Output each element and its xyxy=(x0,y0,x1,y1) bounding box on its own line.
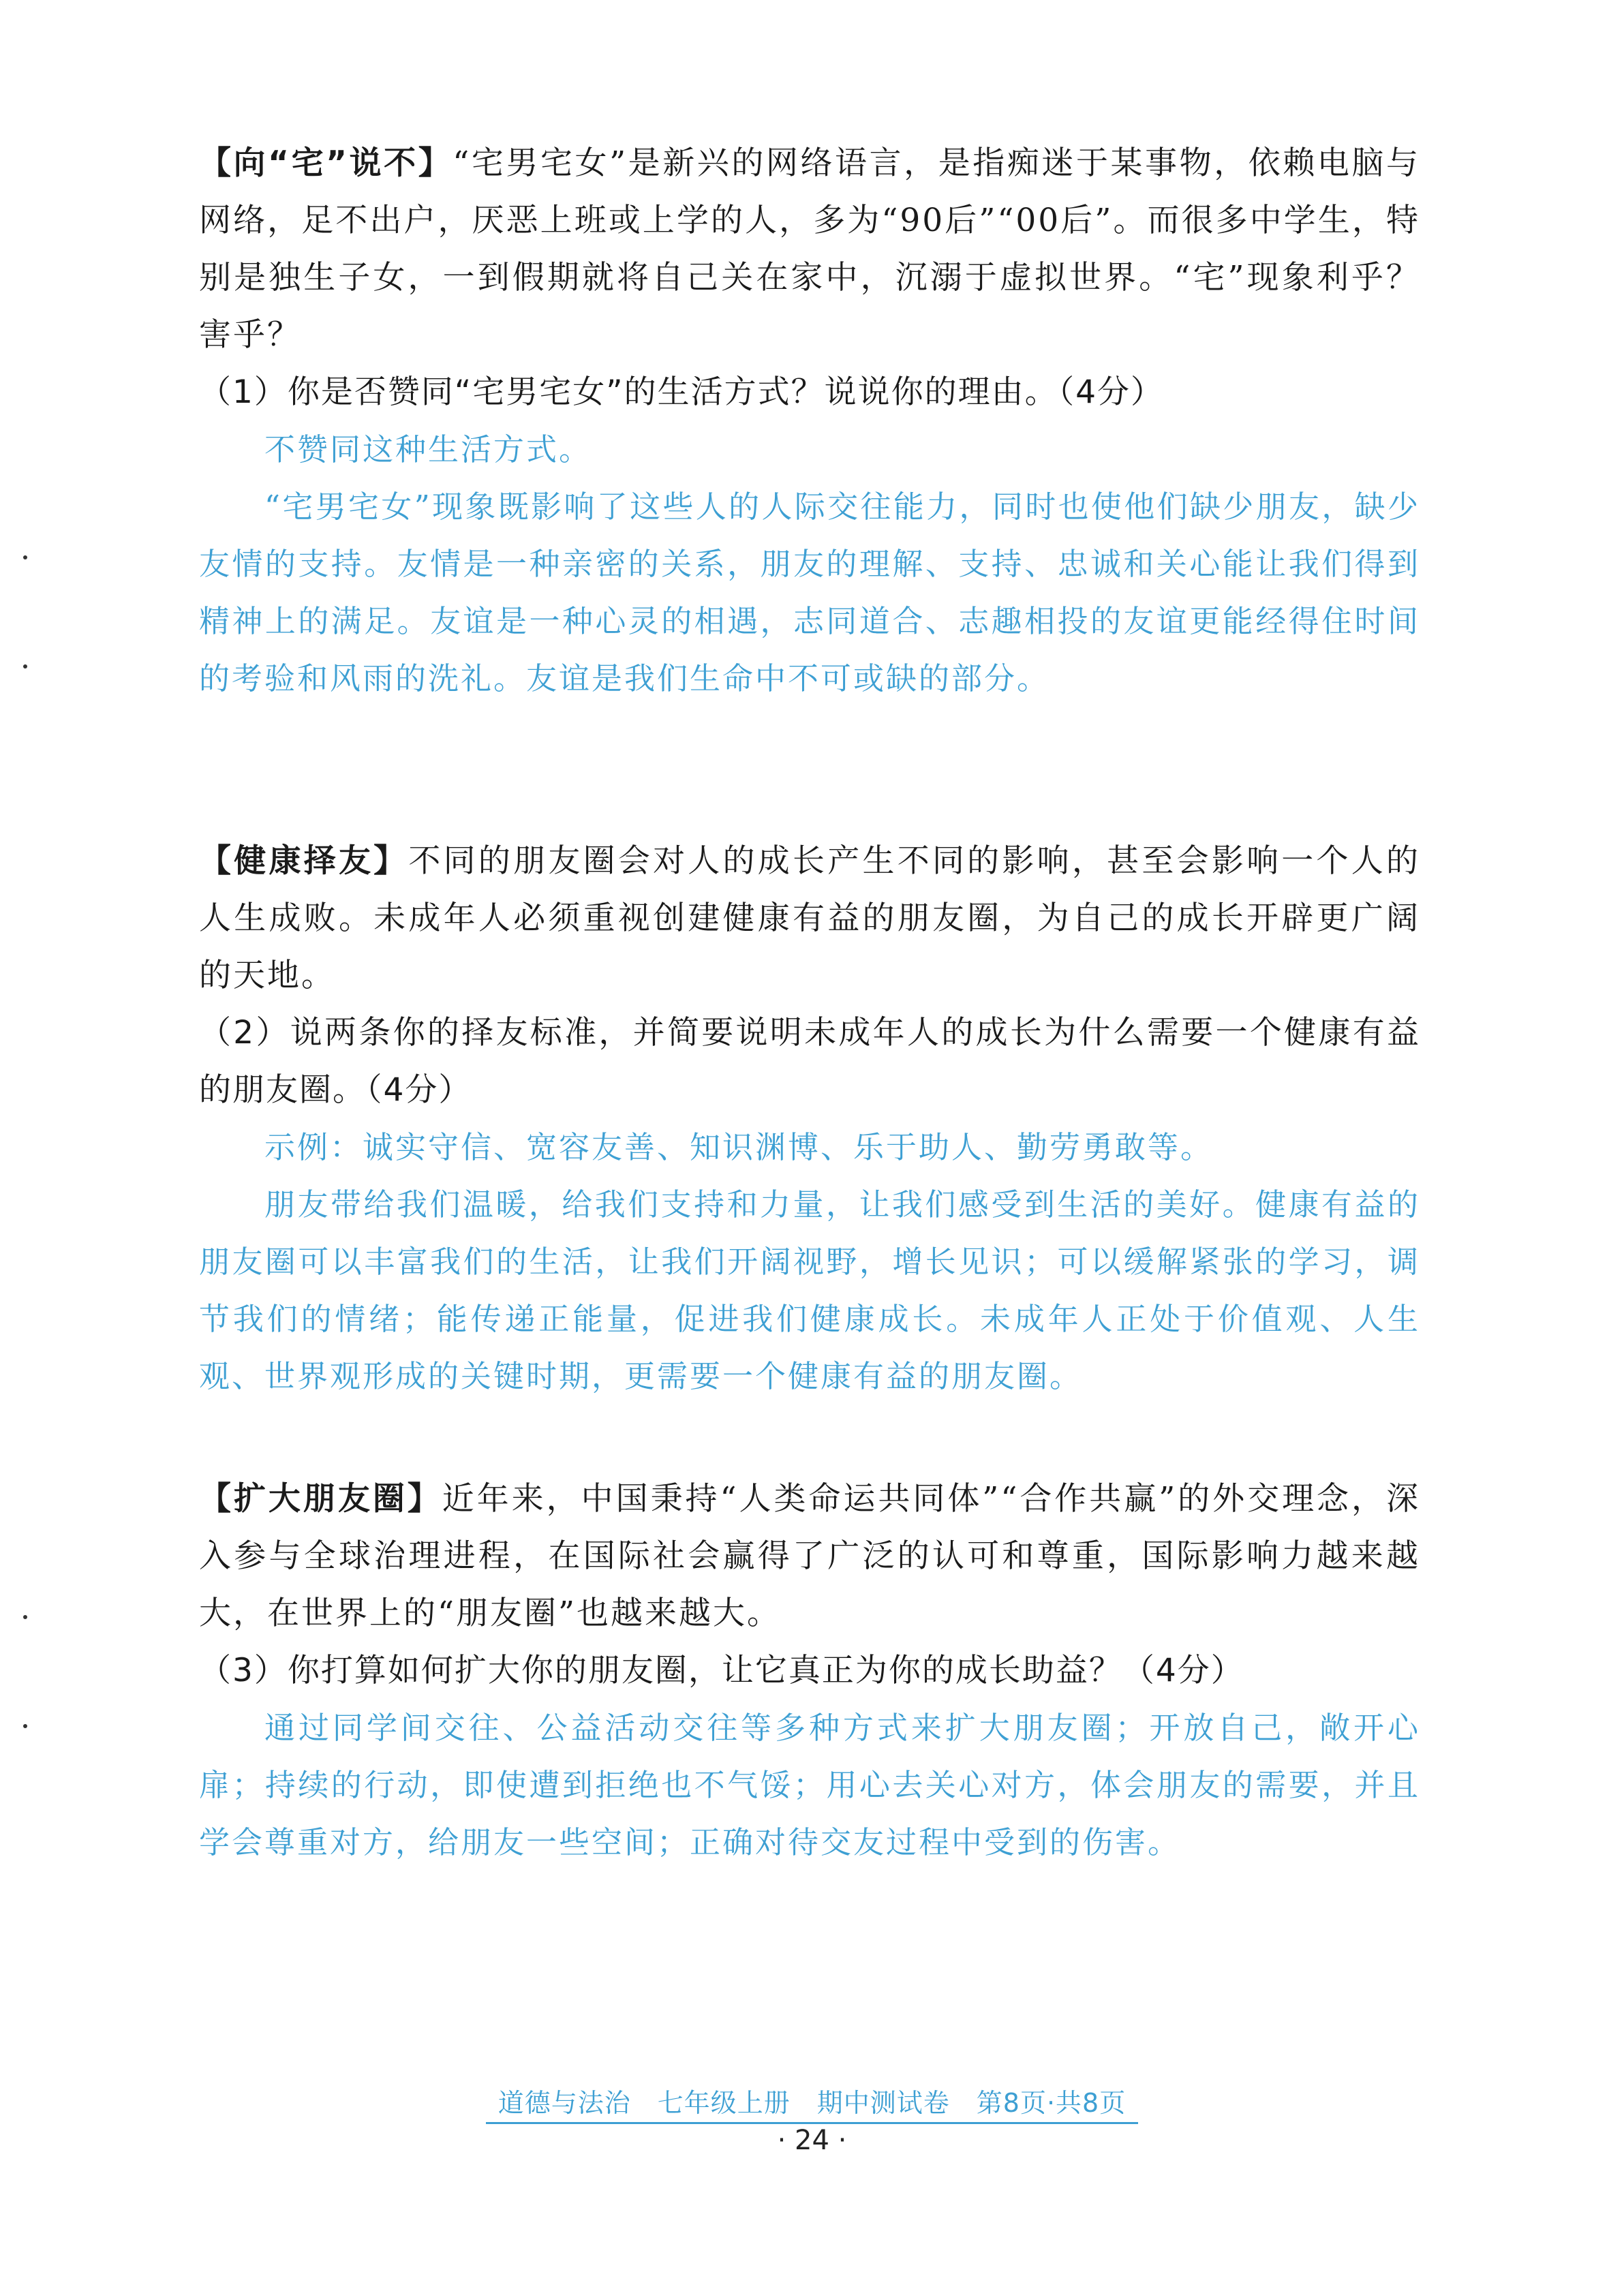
question-1: （1）你是否赞同“宅男宅女”的生活方式？说说你的理由。（4分） xyxy=(199,373,1165,411)
margin-dot xyxy=(23,1724,27,1728)
answer-paragraph: 朋友带给我们温暖，给我们支持和力量，让我们感受到生活的美好。健康有益的朋友圈可以丰富我们的生活，让我们开阔视野，增长见识；可以缓解紧张的学习，调节我们的情绪；能传递正能量，促进我们健康成长。未成年人正处于价值观、人生观、世界观形成的关键时期，更需要一个健康有益的朋友圈。 xyxy=(199,1186,1420,1394)
stem-text: 不同的朋友圈会对人的成长产生不同的影响，甚至会影响一个人的人生成败。未成年人必须重视创建健康有益的朋友圈，为自己的成长开辟更广阔的天地。 xyxy=(199,842,1421,994)
stem-text: “宅男宅女”是新兴的网络语言，是指痴迷于某事物，依赖电脑与网络，足不出户，厌恶上班或上学的人，多为“90后”“00后”。而很多中学生，特别是独生子女，一到假期就将自己关在家中，沉溺于虚拟世界。“宅”现象利乎？害乎？ xyxy=(199,144,1420,354)
question-3: （3）你打算如何扩大你的朋友圈，让它真正为你的成长助益？（4分） xyxy=(199,1652,1244,1689)
footer-title-text: 道德与法治 七年级上册 期中测试卷 第8页·共8页 xyxy=(486,2082,1138,2124)
section-stem xyxy=(199,833,1420,1004)
section-stay-home xyxy=(199,135,1420,707)
answer-paragraph: 示例：诚实守信、宽容友善、知识渊博、乐于助人、勤劳勇敢等。 xyxy=(264,1129,1214,1165)
stem-text: 近年来，中国秉持“人类命运共同体”“合作共赢”的外交理念，深入参与全球治理进程，在国际社会赢得了广泛的认可和尊重，国际影响力越来越大，在世界上的“朋友圈”也越来越大。 xyxy=(199,1480,1420,1632)
section-healthy-friends xyxy=(199,833,1420,1405)
section-tag: 【健康择友】 xyxy=(199,842,409,880)
page-number: · 24 · xyxy=(777,2125,847,2156)
question-2: （2）说两条你的择友标准，并简要说明未成年人的成长为什么需要一个健康有益的朋友圈。（4分） xyxy=(199,1014,1420,1109)
footer-title xyxy=(0,2082,1624,2124)
section-tag: 【扩大朋友圈】 xyxy=(199,1480,442,1518)
section-stem xyxy=(199,135,1420,364)
section-stem xyxy=(199,1471,1420,1642)
section-expand-circle xyxy=(199,1471,1420,1871)
answer-paragraph: 通过同学间交往、公益活动交往等多种方式来扩大朋友圈；开放自己，敞开心扉；持续的行动，即使遭到拒绝也不气馁；用心去关心对方，体会朋友的需要，并且学会尊重对方，给朋友一些空间；正确对待交友过程中受到的伤害。 xyxy=(199,1710,1420,1860)
section-tag: 【向“宅”说不】 xyxy=(199,144,453,182)
margin-dot xyxy=(23,555,27,559)
margin-dot xyxy=(23,1615,27,1619)
answer-paragraph: “宅男宅女”现象既影响了这些人的人际交往能力，同时也使他们缺少朋友，缺少友情的支持。友情是一种亲密的关系，朋友的理解、支持、忠诚和关心能让我们得到精神上的满足。友谊是一种心灵的相遇，志同道合、志趣相投的友谊更能经得住时间的考验和风雨的洗礼。友谊是我们生命中不可或缺的部分。 xyxy=(199,489,1420,696)
margin-dot xyxy=(23,664,27,669)
answer-paragraph: 不赞同这种生活方式。 xyxy=(264,431,592,467)
